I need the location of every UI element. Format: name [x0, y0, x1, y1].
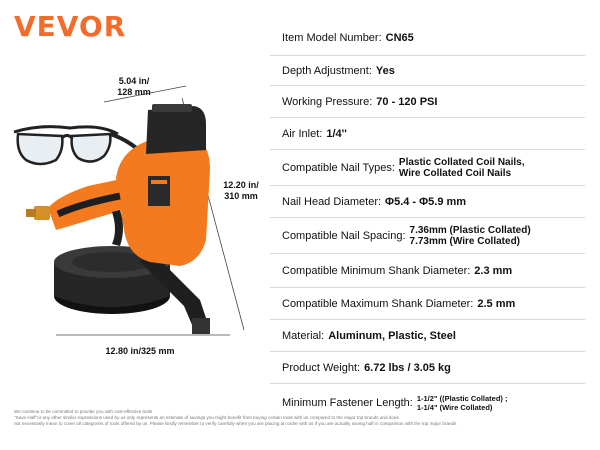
height-dimension-mm: 310 mm: [224, 191, 258, 201]
spec-value: CN65: [385, 31, 414, 44]
spec-value-line: 7.73mm (Wire Collated): [409, 235, 521, 247]
spec-row-nail-spacing: [270, 218, 585, 254]
spec-value-line: Wire Collated Coil Nails: [398, 167, 512, 179]
height-dimension-inches: 12.20 in/: [223, 180, 259, 190]
vevor-logo: VEVOR: [14, 10, 127, 43]
spec-value: [410, 225, 531, 247]
spec-row-max-shank-diameter: [270, 288, 585, 320]
spec-value: 6.72 lbs / 3.05 kg: [364, 361, 451, 374]
spec-value: [399, 157, 525, 179]
spec-row-working-pressure: [270, 86, 585, 118]
disclaimer-line: not necessarily mean to cover all categories of tools offered by us. Please kindly remember to verify carefully when you are placing an order with us if you are actually saving half in comparison with the top major brands: [14, 421, 457, 426]
spec-value-line: 7.36mm (Plastic Collated): [409, 224, 531, 236]
spec-row-nail-types: [270, 150, 585, 186]
spec-row-nail-head-diameter: [270, 186, 585, 218]
spec-label: Compatible Minimum Shank Diameter:: [282, 264, 471, 277]
spec-value: 2.3 mm: [474, 264, 513, 277]
spec-label: Compatible Maximum Shank Diameter:: [282, 297, 474, 310]
height-dimension-label: [218, 180, 264, 202]
spec-label: Compatible Nail Spacing:: [282, 229, 406, 242]
spec-label: Minimum Fastener Length:: [282, 397, 413, 409]
spec-value-line: 1-1/4" (Wire Collated): [416, 403, 493, 412]
spec-label: Material:: [282, 329, 325, 342]
spec-row-min-shank-diameter: [270, 254, 585, 288]
depth-dimension-mm: 128 mm: [117, 87, 151, 97]
spec-row-model: [270, 20, 585, 56]
spec-label: Depth Adjustment:: [282, 64, 372, 77]
spec-value-line: 1-1/2" ((Plastic Collated) ;: [416, 394, 508, 403]
length-dimension-label: 12.80 in/325 mm: [105, 346, 175, 356]
spec-value: 1/4'': [326, 127, 347, 140]
disclaimer-text: [14, 409, 584, 427]
spec-value: 2.5 mm: [477, 297, 516, 310]
spec-label: Product Weight:: [282, 361, 361, 374]
spec-value-line: Plastic Collated Coil Nails,: [398, 156, 525, 168]
spec-value: Aluminum, Plastic, Steel: [328, 329, 456, 342]
spec-value: Φ5.4 - Φ5.9 mm: [385, 195, 467, 208]
spec-value: Yes: [375, 64, 395, 77]
spec-value: 70 - 120 PSI: [376, 95, 438, 108]
spec-row-air-inlet: [270, 118, 585, 150]
spec-label: Working Pressure:: [282, 95, 373, 108]
spec-row-material: [270, 320, 585, 352]
disclaimer-line: "Save Half"or any other similar expressions used by us only represents an estimate of savings you might benefit from buying certain tools with us compared to the major top brands and does: [14, 415, 399, 420]
spec-label: Nail Head Diameter:: [282, 195, 382, 208]
disclaimer-line: We continue to be committed to provide you with cost-effective tools: [14, 409, 153, 414]
depth-dimension-label: [112, 76, 156, 98]
spec-row-weight: [270, 352, 585, 384]
spec-row-depth-adjustment: [270, 56, 585, 86]
spec-label: Air Inlet:: [282, 127, 323, 140]
spec-label: Compatible Nail Types:: [282, 161, 395, 174]
spec-table: [270, 20, 585, 422]
spec-label: Item Model Number:: [282, 31, 382, 44]
depth-dimension-inches: 5.04 in/: [118, 76, 150, 86]
